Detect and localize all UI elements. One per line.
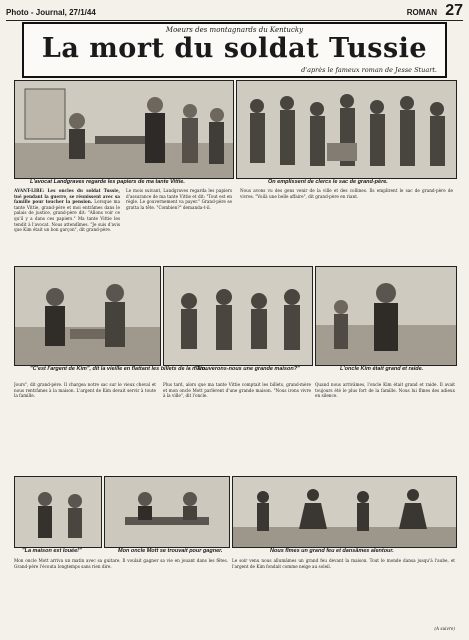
panel-3 <box>14 266 161 366</box>
panel-2 <box>236 80 457 179</box>
panel-7 <box>104 476 230 548</box>
illustration-table <box>105 477 229 547</box>
text-col-2 <box>126 188 232 260</box>
caption-5: L'oncle Kim était grand et raide. <box>340 366 424 372</box>
caption-8: Nous fîmes un grand feu et dansâmes alentour. <box>270 548 394 554</box>
body-text-1: Lorsque ma tante Vittie, grand-père et moi entrâmes dans le palais de justice, grand-père dit: "Allons voir ce qu'il y a dans ces papiers." Ma tante Vittie les tendit à l'avocat. Nous attendîmes. "Je suis d'avis que Kim était un bon garçon", dit grand-père. <box>14 199 120 233</box>
body-text-6: Quand nous arrivâmes, l'oncle Kim était grand et raide. Il avait toujours été le plus fort de la famille. Nous lui fîmes des adieux en silence. <box>315 382 455 399</box>
illustration-office <box>15 81 233 178</box>
illustration-crowd <box>237 81 456 178</box>
title-banner <box>22 22 447 78</box>
panel-5 <box>315 266 457 366</box>
journal-date: Photo - Journal, 27/1/44 <box>6 8 96 17</box>
subtitle: d'après le fameux roman de Jesse Stuart. <box>301 66 437 74</box>
panel-6 <box>14 476 102 548</box>
text-col-5 <box>163 382 311 474</box>
illustration-dance <box>233 477 456 547</box>
illustration-uncle <box>316 267 456 365</box>
end-note: (A suivre) <box>434 626 455 631</box>
supertitle: Moeurs des montagnards du Kentucky <box>165 26 304 34</box>
caption-4: "Trouverons-nous une grande maison?" <box>194 366 300 372</box>
section-label: ROMAN <box>406 8 437 17</box>
body-text-2: Le mois suivant, Landgraves regarda les papiers d'assurance de ma tante Vittie et dit: "Tout est en règle. Le gouvernement va payer." Grand-père se gratta la tête. "Combien?" demanda-t-il. <box>126 188 232 210</box>
caption-6: "La maison est louée!" <box>22 548 82 554</box>
illustration-family <box>164 267 312 365</box>
page-header <box>6 4 463 21</box>
body-text-5: Plus tard, alors que ma tante Vittie comptait les billets, grand-mère et mon oncle Mott parlèrent d'une grande maison. "Nous irons vivre à la ville", dit l'oncle. <box>163 382 311 399</box>
illustration-house <box>15 477 101 547</box>
panel-1 <box>14 80 234 179</box>
text-col-7 <box>14 558 228 632</box>
caption-3: "C'est l'argent de Kim", dit la vieille en flattant les billets de la main. <box>30 366 207 372</box>
caption-7: Mon oncle Mott se trouvait pour gagner. <box>118 548 223 554</box>
main-title: La mort du soldat Tussie <box>41 33 428 64</box>
intro-text: AVANT-LIRE: Les oncles du soldat Tussie, tué pendant la guerre, se réunissent avec sa famille pour toucher la pension. <box>14 188 120 205</box>
text-col-4 <box>14 382 156 474</box>
page-number: 27 <box>445 2 463 19</box>
panel-4 <box>163 266 313 366</box>
text-col-3 <box>240 188 453 260</box>
panel-8 <box>232 476 457 548</box>
caption-2: On emplissent de clercs le sac de grand-père. <box>268 179 388 185</box>
body-text-8: Le soir venu nous allumâmes un grand feu devant la maison. Tout le monde dansa jusqu'à l'aube, et l'argent de Kim fondait comme neige au soleil. <box>232 558 455 569</box>
illustration-money <box>15 267 160 365</box>
body-text-7: Mon oncle Mott arriva un matin avec sa guitare. Il voulait gagner sa vie en jouant dans les fêtes. Grand-père l'écouta longtemps sans rien dire. <box>14 558 228 569</box>
body-text-3: Nous avons vu des gens venir de la ville et des collines. Ils emplirent le sac de grand-père de vivres. "Voilà une belle affaire", dit grand-père en riant. <box>240 188 453 199</box>
text-col-1 <box>14 188 120 260</box>
body-text-4: Jours", dit grand-père. Il chargea notre sac sur le vieux cheval et nous rentrâmes à la maison. L'argent de Kim devait servir à toute la famille. <box>14 382 156 399</box>
caption-1: L'avocat Landgraves regarde les papiers de ma tante Vittie. <box>30 179 185 185</box>
text-col-6 <box>315 382 455 474</box>
text-col-8 <box>232 558 455 624</box>
